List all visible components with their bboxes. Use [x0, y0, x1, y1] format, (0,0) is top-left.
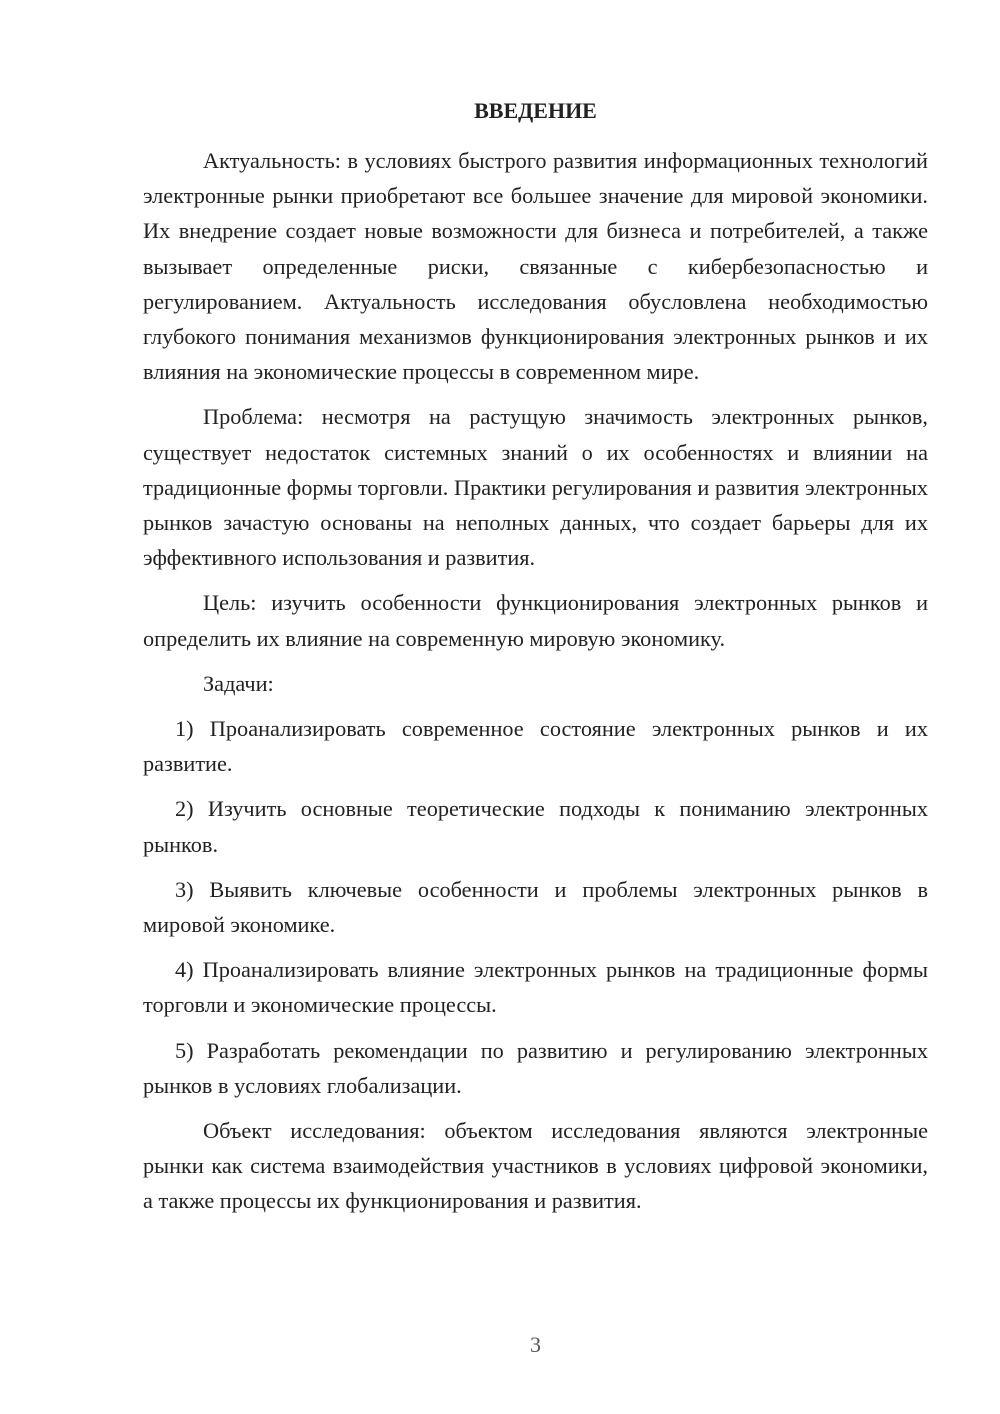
paragraph-goal: Цель: изучить особенности функционирования электронных рынков и определить их влияние на современную мировую экономику.	[143, 590, 928, 651]
paragraph-object: Объект исследования: объектом исследования являются электронные рынки как система взаимодействия участников в условиях цифровой экономики, а также процессы их функционирования и развития.	[143, 1118, 928, 1214]
task-item: 4) Проанализировать влияние электронных рынков на традиционные формы торговли и экономические процессы.	[143, 957, 928, 1018]
body-text	[143, 143, 928, 1229]
page-number: 3	[530, 1332, 541, 1357]
paragraph-problem: Проблема: несмотря на растущую значимость электронных рынков, существует недостаток системных знаний о их особенностях и влиянии на традиционные формы торговли. Практики регулирования и развития электронных рынков зачастую основаны на неполных данных, что создает барьеры для их эффективного использования и развития.	[143, 404, 928, 571]
task-item: 5) Разработать рекомендации по развитию и регулированию электронных рынков в условиях глобализации.	[143, 1037, 928, 1098]
task-item: 3) Выявить ключевые особенности и проблемы электронных рынков в мировой экономике.	[143, 876, 928, 938]
section-title: ВВЕДЕНИЕ	[474, 98, 597, 123]
tasks-heading: Задачи:	[203, 670, 274, 696]
task-item: 1) Проанализировать современное состояние электронных рынков и их развитие.	[143, 716, 928, 777]
paragraph-relevance: Актуальность: в условиях быстрого развития информационных технологий электронные рынки приобретают все большее значение для мировой экономики. Их внедрение создает новые возможности для бизнеса и потребителей, а также вызывает определенные риски, связанные с кибербезопасностью и регулированием. Актуальность исследования обусловлена необходимостью глубокого понимания механизмов функционирования электронных рынков и их влияния на экономические процессы в современном мире.	[143, 148, 928, 385]
task-item: 2) Изучить основные теоретические подходы к пониманию электронных рынков.	[143, 796, 928, 857]
